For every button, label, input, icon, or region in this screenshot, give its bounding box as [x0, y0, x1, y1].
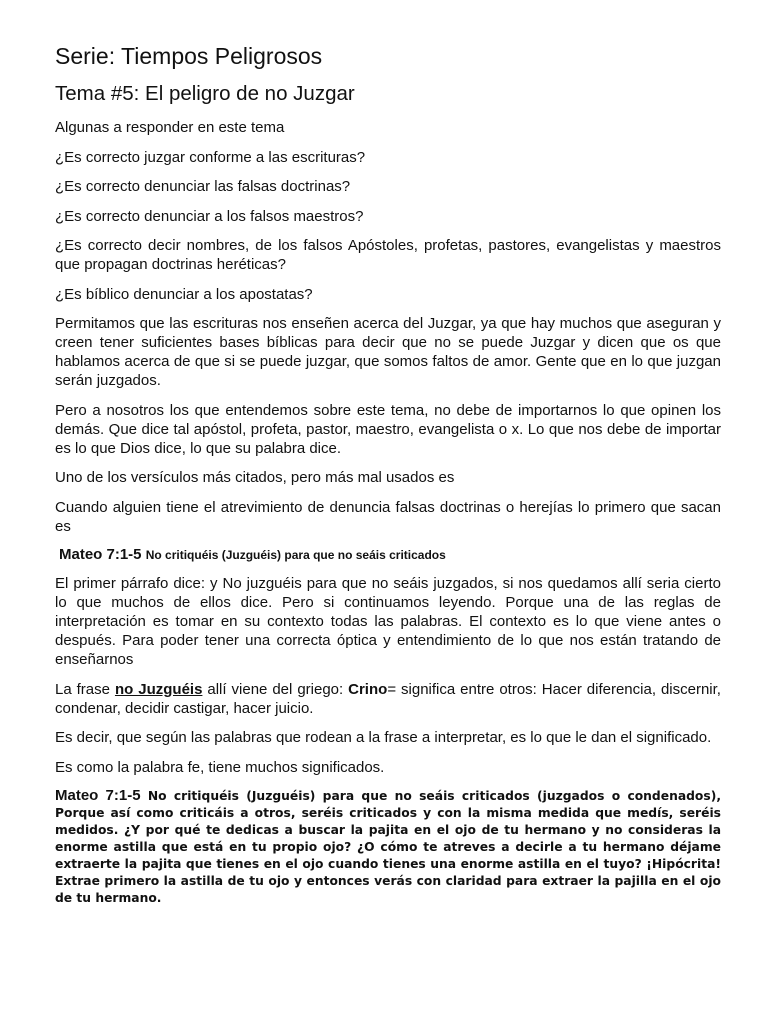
frase-part1: La frase [55, 680, 115, 698]
paragraph-cuando: Cuando alguien tiene el atrevimiento de denuncia falsas doctrinas o herejías lo primero que sacan es [55, 498, 721, 535]
final-verse-text: No critiquéis (Juzguéis) para que no seáis criticados (juzgados o condenados), Porque así como criticáis a otros, seréis criticados y con la misma medida que medís, seréis medidos. ¿Y por qué te dedicas a buscar la pajita en el ojo de tu hermano y no consideras la enorme astilla que está en tu propio ojo? ¿O cómo te atreves a decirle a tu hermano déjame extraerte la pajita que tienes en el ojo cuando tienes una enorme astilla en el tuyo? ¡Hipócrita! Extrae primero la astilla de tu ojo y entonces verás con claridad para extraer la pajilla en el ojo de tu hermano. [55, 789, 721, 905]
question-item: ¿Es correcto decir nombres, de los falsos Apóstoles, profetas, pastores, evangelistas y maestros que propagan doctrinas heréticas? [55, 237, 721, 273]
verse-reference-line [59, 546, 721, 563]
document-body [55, 118, 721, 907]
paragraph-fe: Es como la palabra fe, tiene muchos significados. [55, 758, 385, 776]
final-verse-reference: Mateo 7:1-5 [55, 787, 141, 804]
final-verse-block [55, 787, 721, 907]
verse-reference-text: No critiquéis (Juzguéis) para que no seáis criticados [145, 548, 446, 562]
question-item: ¿Es bíblico denunciar a los apostatas? [55, 285, 313, 303]
paragraph-primer: El primer párrafo dice: y No juzguéis para que no seáis juzgados, si nos quedamos allí seria cierto lo que muchos de ellos dice. Pero si continuamos leyendo. Porque una de las reglas de interpretación es tomar en su contexto todas las palabras. El contexto es lo que viene antes o después. Para poder tener una correcta óptica y entendimiento de lo que nos están tratando de enseñarnos [55, 575, 721, 668]
paragraph-es-decir: Es decir, que según las palabras que rodean a la frase a interpretar, es lo que le dan el significado. [55, 729, 712, 746]
question-item: ¿Es correcto juzgar conforme a las escrituras? [55, 148, 366, 166]
frase-highlight: no Juzguéis [114, 680, 203, 698]
series-title: Serie: Tiempos Peligrosos [55, 43, 323, 69]
question-item: ¿Es correcto denunciar las falsas doctrinas? [55, 178, 351, 195]
paragraph-frase [55, 680, 721, 718]
greek-word: Crino [348, 680, 388, 698]
question-item: ¿Es correcto denunciar a los falsos maestros? [55, 207, 364, 225]
paragraph-permitamos: Permitamos que las escrituras nos enseñen acerca del Juzgar, ya que hay muchos que aseguran y creen tener suficientes bases bíblicas para decir que no se puede Juzgar y dicen que os que hablamos acerca de que si se puede juzgar, que somos faltos de amor. Gente que en lo que juzgan serán juzgados. [55, 315, 721, 389]
verse-reference: Mateo 7:1-5 [59, 546, 142, 563]
frase-part3: = significa entre otros: Hacer diferencia, discernir, condenar, decidir castigar, hacer juicio. [55, 680, 721, 717]
paragraph-pero: Pero a nosotros los que entendemos sobre este tema, no debe de importarnos lo que opinen los demás. Que dice tal apóstol, profeta, pastor, maestro, evangelista o x. Lo que nos debe de importar es lo que Dios dice, lo que su palabra dice. [55, 401, 721, 457]
intro-text: Algunas a responder en este tema [55, 119, 285, 136]
topic-title: Tema #5: El peligro de no Juzgar [55, 82, 355, 105]
paragraph-versiculos: Uno de los versículos más citados, pero más mal usados es [55, 469, 455, 486]
frase-part2: allí viene del griego: [202, 680, 349, 698]
